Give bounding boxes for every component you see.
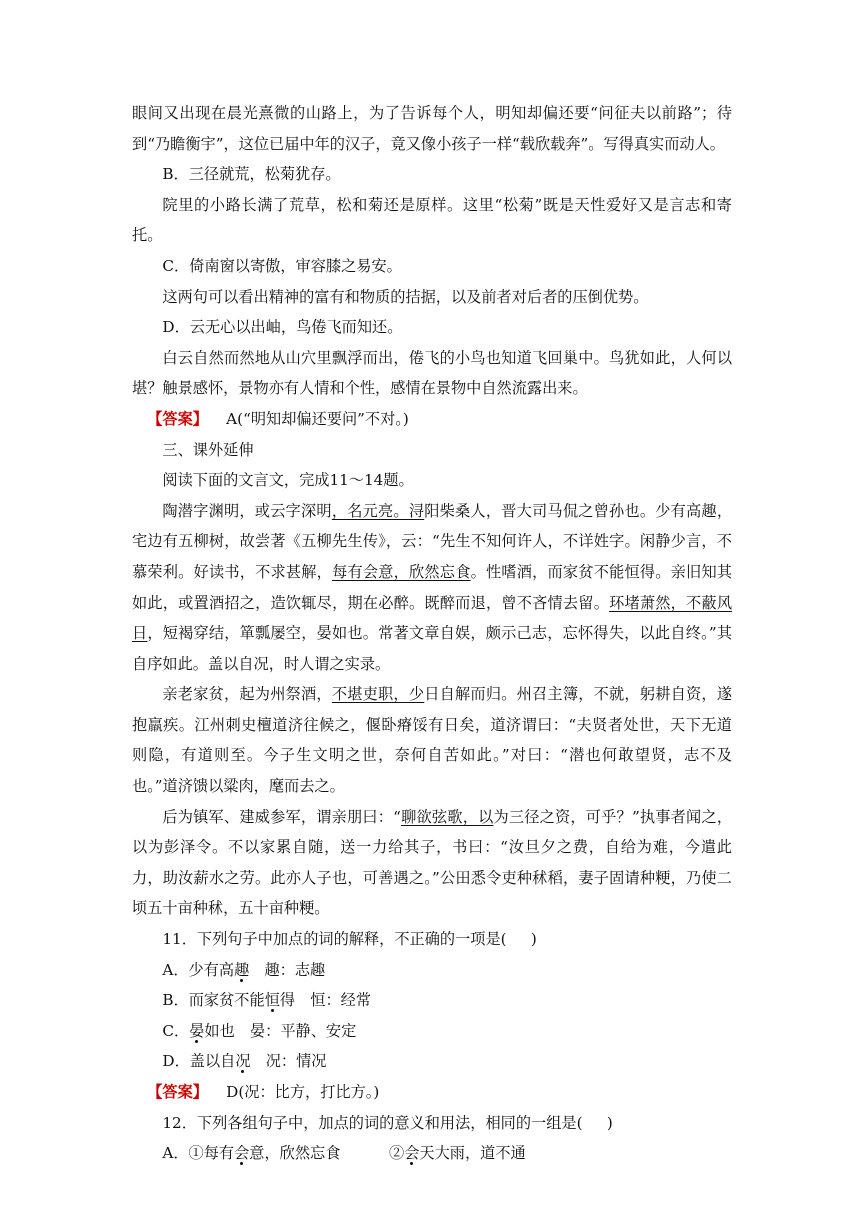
option-text: D．盖以自 [162, 1052, 236, 1071]
option-b-explanation: 院里的小路长满了荒草，松和菊还是原样。这里“松菊”既是天性爱好又是言志和寄托。 [132, 195, 732, 245]
paragraph-analysis-a-continued: 眼间又出现在晨光熹微的山路上，为了告诉每个人，明知却偏还要“问征夫以前路”；待到“乃瞻衡宇”，这位已届中年的汉子，竟又像小孩子一样“载欣载奔”。写得真实而动人。 [132, 104, 732, 153]
dotted-word: 会 [234, 1144, 250, 1163]
option-text: B．而家贫不能 [162, 991, 265, 1010]
option-b: B．三径就荒，松菊犹存。 [162, 165, 341, 184]
section-heading: 三、课外延伸 [162, 440, 254, 459]
option-gloss: 晏：平静、安定 [249, 1021, 357, 1040]
question-12-option-a [132, 1138, 732, 1169]
dotted-word: 晏 [189, 1021, 205, 1040]
answer-label: 【答案】 [147, 1083, 208, 1101]
option-d-explanation: 白云自然而然地从山穴里飘浮而出，倦飞的小鸟也知道飞回巢中。鸟犹如此，人何以堪？触景感怀，景物亦有人情和个性，感情在景物中自然流露出来。 [132, 348, 732, 398]
passage-paragraph-1 [132, 496, 732, 680]
answer-text: D(况：比方，打比方。) [226, 1083, 380, 1101]
question-11-option-a [132, 955, 732, 986]
question-text: ) [606, 1113, 613, 1132]
question-text: 12．下列各组句子中，加点的词的意义和用法，相同的一组是( [162, 1113, 583, 1132]
document-body [132, 98, 732, 1169]
question-12-stem [132, 1108, 732, 1139]
question-11-stem [132, 924, 732, 955]
option-text: A．①每有 [162, 1144, 235, 1163]
question-text: ) [530, 930, 537, 949]
option-c-explanation: 这两句可以看出精神的富有和物质的拮据，以及前者对后者的压倒优势。 [162, 287, 649, 306]
option-text: 如也 [204, 1021, 235, 1040]
passage-text: 亲老家贫，起为州祭酒， [162, 685, 332, 704]
underlined-phrase: 聊欲弦歌，以 [400, 807, 494, 826]
option-text: A．少有高 [162, 960, 235, 979]
option-gloss: 恒：经常 [310, 991, 371, 1010]
answer-line-1 [132, 404, 732, 435]
question-11-option-d [132, 1046, 732, 1077]
dotted-word: 趣 [234, 960, 250, 979]
passage-text: 阳柴桑人，晋大司马侃之曾孙也。少有高趣，宅边有五柳树，故尝著《五柳先生传》，云：“先生不知何许人，不详姓字。闲静少言，不慕荣利。好读书，不求甚解， [132, 501, 733, 581]
passage-text: ，短褐穿结，箪瓢屡空，晏如也。常著文章自娱，颇示己志，忘怀得失，以此自终。”其自序如此。盖以自况，时人谓之实录。 [132, 624, 733, 673]
passage-paragraph-2 [132, 679, 732, 801]
option-text: 意，欣然忘食 [249, 1144, 341, 1163]
option-text: 天大雨，道不通 [419, 1144, 526, 1163]
option-gloss: 况：情况 [265, 1052, 327, 1071]
passage-text: 为三径之资，可乎？”执事者闻之，以为彭泽令。不以家累自随，送一力给其子，书曰：“汝旦夕之费，自给为难，今遣此力，助汝薪水之劳。此亦人子也，可善遇之。”公田悉令吏种秫稻，妻子固请种粳，乃使二顷五十亩种秫，五十亩种粳。 [132, 807, 733, 918]
option-c: C．倚南窗以寄傲，审容膝之易安。 [162, 256, 402, 275]
option-d: D．云无心以出岫，鸟倦飞而知还。 [162, 318, 403, 337]
dotted-word: 恒 [264, 991, 280, 1010]
passage-paragraph-3 [132, 802, 732, 924]
reading-instruction: 阅读下面的文言文，完成11～14题。 [162, 471, 414, 490]
question-text: 11．下列句子中加点的词的解释，不正确的一项是( [162, 930, 507, 949]
answer-text: A(“明知却偏还要问”不对。) [226, 409, 409, 428]
dotted-word: 况 [235, 1052, 251, 1071]
underlined-phrase: 环堵萧然，不蔽风日 [132, 593, 733, 643]
option-text: ② [389, 1144, 405, 1163]
passage-text: 后为镇军、建威参军，谓亲朋曰：“ [162, 807, 401, 826]
passage-text: 日自解而归。州召主簿，不就，躬耕自资，遂抱羸疾。江州刺史檀道济往候之，偃卧瘠馁有日矣，道济谓曰：“夫贤者处世，天下无道则隐，有道则至。今子生文明之世，奈何自苦如此。”对曰：“潜也何敢望贤，志不及也。”道济馈以粱肉，麾而去之。 [132, 685, 733, 796]
underlined-phrase: 每有会意，欣然忘食 [332, 562, 471, 581]
answer-label: 【答案】 [147, 409, 208, 428]
answer-line-2 [132, 1077, 732, 1108]
underlined-phrase: 不堪吏职，少 [331, 685, 425, 704]
dotted-word: 会 [404, 1144, 420, 1163]
passage-text: 陶潜字渊明，或云字深明 [162, 501, 332, 520]
question-11-option-b [132, 985, 732, 1016]
question-11-option-c: C．晏如也 晏：平静、安定 [162, 1021, 357, 1040]
option-gloss: 趣：志趣 [264, 960, 326, 979]
option-text: 得 [279, 991, 296, 1010]
passage-text: 。性嗜酒，而家贫不能恒得。亲旧知其如此，或置酒招之，造饮辄尽，期在必醉。既醉而退，曾不吝情去留。 [132, 562, 733, 612]
underlined-phrase: ，名元亮。浔 [331, 501, 425, 520]
